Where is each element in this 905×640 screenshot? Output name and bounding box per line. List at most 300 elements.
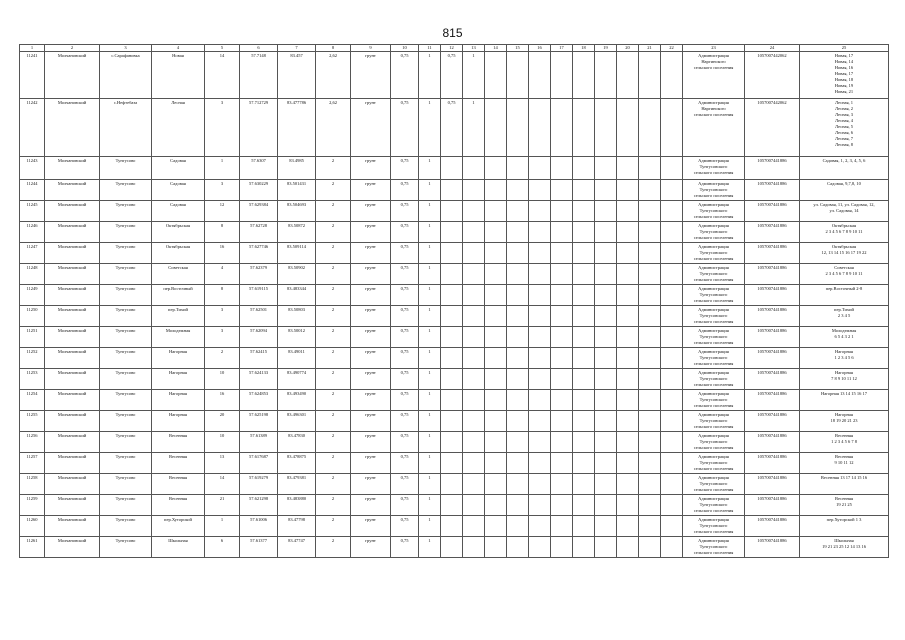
table-cell: Администрация Тунгусовского сельского поселения [683, 243, 745, 264]
table-row [20, 222, 889, 243]
table-cell: 1 [419, 348, 441, 369]
table-cell [595, 99, 617, 157]
table-cell: Тунгусово [100, 474, 152, 495]
table-cell: 0,75 [391, 52, 419, 99]
table-cell [507, 285, 529, 306]
table-cell [551, 99, 573, 157]
table-cell: пер.Восточный 2-8 [800, 285, 889, 306]
table-cell [463, 411, 485, 432]
table-cell: 1057007441886 [745, 495, 800, 516]
table-cell: 3 [205, 327, 240, 348]
table-cell: 83.490774 [278, 369, 316, 390]
table-cell: Молодежная [152, 327, 205, 348]
table-cell: Администрация Тунгусовского сельского поселения [683, 453, 745, 474]
table-cell [551, 157, 573, 180]
table-cell [639, 222, 661, 243]
table-cell: 1 [419, 306, 441, 327]
table-cell: Нагорная 18 19 20 21 23 [800, 411, 889, 432]
table-cell: Тунгусово [100, 495, 152, 516]
table-cell [661, 495, 683, 516]
table-cell: 1 [419, 180, 441, 201]
table-cell [529, 516, 551, 537]
table-cell [463, 180, 485, 201]
table-cell: 83.477786 [278, 99, 316, 157]
table-cell: 57.629384 [240, 201, 278, 222]
table-cell: 3 [205, 99, 240, 157]
table-cell [529, 537, 551, 558]
table-cell [573, 474, 595, 495]
table-cell [573, 157, 595, 180]
table-cell: 1057007441886 [745, 537, 800, 558]
table-cell: Администрация Тунгусовского сельского поселения [683, 390, 745, 411]
table-cell [617, 201, 639, 222]
table-cell [485, 537, 507, 558]
table-cell: Весенняя [152, 432, 205, 453]
table-cell: 2 [316, 222, 351, 243]
table-cell [529, 453, 551, 474]
table-cell [441, 537, 463, 558]
table-cell: Нагорная [152, 348, 205, 369]
table-cell: Школьная 19 21 23 25 12 14 13 16 [800, 537, 889, 558]
table-cell: Тунгусово [100, 222, 152, 243]
table-cell [441, 453, 463, 474]
table-cell: 11260 [20, 516, 45, 537]
table-cell: Тунгусово [100, 537, 152, 558]
table-cell [661, 201, 683, 222]
table-cell [441, 285, 463, 306]
table-row [20, 180, 889, 201]
table-cell [639, 306, 661, 327]
table-cell: Молчановский [45, 52, 100, 99]
table-cell [529, 285, 551, 306]
table-cell [617, 180, 639, 201]
table-cell [529, 157, 551, 180]
table-cell: Молчановский [45, 516, 100, 537]
table-cell: 1057007441886 [745, 222, 800, 243]
table-cell [529, 243, 551, 264]
table-cell [573, 348, 595, 369]
table-cell: грунт [351, 243, 391, 264]
table-cell: 0,75 [391, 390, 419, 411]
table-cell: 20 [205, 411, 240, 432]
table-cell [463, 306, 485, 327]
table-cell: 57.617687 [240, 453, 278, 474]
table-cell: 0,75 [441, 99, 463, 157]
table-cell: 83.501431 [278, 180, 316, 201]
table-row [20, 537, 889, 558]
table-row [20, 243, 889, 264]
table-cell [617, 369, 639, 390]
table-cell [595, 474, 617, 495]
table-cell: Молчановский [45, 201, 100, 222]
column-header: 12 [441, 45, 463, 52]
table-cell: Тунгусово [100, 432, 152, 453]
table-cell [661, 264, 683, 285]
table-cell: 83.483344 [278, 285, 316, 306]
table-cell [529, 264, 551, 285]
table-cell: 0,75 [391, 157, 419, 180]
table-cell [529, 52, 551, 99]
table-cell: Тунгусово [100, 348, 152, 369]
table-cell: 1057007441886 [745, 180, 800, 201]
table-cell [507, 99, 529, 157]
table-cell [661, 99, 683, 157]
table-cell [441, 201, 463, 222]
table-cell [639, 390, 661, 411]
table-cell: Тунгусово [100, 453, 152, 474]
table-cell [463, 157, 485, 180]
table-cell: 0,75 [391, 306, 419, 327]
table-cell: 83.457 [278, 52, 316, 99]
table-cell [463, 348, 485, 369]
table-row [20, 453, 889, 474]
table-cell: 16 [205, 390, 240, 411]
table-cell [573, 327, 595, 348]
table-cell: 11247 [20, 243, 45, 264]
table-cell [551, 201, 573, 222]
table-cell: 2 [316, 411, 351, 432]
table-cell [441, 306, 463, 327]
column-header: 3 [100, 45, 152, 52]
table-cell: Молчановский [45, 390, 100, 411]
table-cell: Весенняя 1 2 3 4 5 6 7 8 [800, 432, 889, 453]
table-cell: Молчановский [45, 369, 100, 390]
table-cell [661, 157, 683, 180]
table-cell: Администрация Тунгусовского сельского поселения [683, 516, 745, 537]
table-cell: Нагорная [152, 369, 205, 390]
table-cell: 11259 [20, 495, 45, 516]
table-cell: 1057007441886 [745, 390, 800, 411]
table-cell: Новая, 17 Новая, 14 Новая, 16 Новая, 17 Новая, 18 Новая, 19 Новая, 21 [800, 52, 889, 99]
table-cell [573, 390, 595, 411]
table-cell [661, 411, 683, 432]
table-cell [529, 432, 551, 453]
table-cell [617, 537, 639, 558]
table-cell [617, 495, 639, 516]
table-cell: 11241 [20, 52, 45, 99]
table-cell [485, 285, 507, 306]
table-cell [639, 474, 661, 495]
table-cell [595, 495, 617, 516]
table-cell [573, 432, 595, 453]
table-cell [573, 99, 595, 157]
table-cell: Администрация Тунгусовского сельского поселения [683, 157, 745, 180]
table-cell [529, 306, 551, 327]
table-cell [485, 180, 507, 201]
table-cell [551, 516, 573, 537]
column-header: 6 [240, 45, 278, 52]
table-cell: Садовая [152, 201, 205, 222]
table-row [20, 327, 889, 348]
table-cell [485, 474, 507, 495]
table-cell: Весенняя [152, 453, 205, 474]
table-row [20, 52, 889, 99]
table-cell: 57.61377 [240, 537, 278, 558]
table-cell [595, 222, 617, 243]
table-cell [507, 180, 529, 201]
table-cell [441, 157, 463, 180]
table-cell [463, 516, 485, 537]
table-cell [551, 52, 573, 99]
table-row [20, 432, 889, 453]
table-cell [441, 180, 463, 201]
table-cell: 2 [316, 180, 351, 201]
table-cell: 0,75 [391, 285, 419, 306]
table-cell: Молчановский [45, 243, 100, 264]
table-cell: Октябрьская [152, 222, 205, 243]
table-cell: Нагорная 1 2 3 4 5 6 [800, 348, 889, 369]
table-cell [463, 537, 485, 558]
table-cell: грунт [351, 99, 391, 157]
table-cell: 11255 [20, 411, 45, 432]
table-cell [617, 453, 639, 474]
table-cell: 2 [316, 306, 351, 327]
table-cell: Молчановский [45, 327, 100, 348]
table-cell [551, 495, 573, 516]
table-cell [551, 432, 573, 453]
table-cell [573, 495, 595, 516]
table-cell: 1 [419, 52, 441, 99]
column-header-row [20, 45, 889, 52]
table-cell: 0,75 [391, 348, 419, 369]
table-cell: 11242 [20, 99, 45, 157]
table-cell [441, 243, 463, 264]
table-cell: 1 [419, 157, 441, 180]
table-cell: грунт [351, 348, 391, 369]
table-cell: с.Сарафановка [100, 52, 152, 99]
table-cell [595, 285, 617, 306]
table-cell: Администрация Тунгусовского сельского поселения [683, 495, 745, 516]
table-cell: 1 [419, 432, 441, 453]
table-row [20, 285, 889, 306]
table-row [20, 495, 889, 516]
table-cell [485, 390, 507, 411]
table-cell: 2 [316, 432, 351, 453]
table-cell: 57.627746 [240, 243, 278, 264]
table-cell: Тунгусово [100, 306, 152, 327]
table-cell [485, 306, 507, 327]
table-cell: 83.50902 [278, 264, 316, 285]
table-cell: Новая [152, 52, 205, 99]
table-cell: 83.47830 [278, 432, 316, 453]
table-cell [507, 243, 529, 264]
table-cell: 11256 [20, 432, 45, 453]
table-cell: 1057007441886 [745, 327, 800, 348]
table-cell [507, 306, 529, 327]
table-cell: 57.62501 [240, 306, 278, 327]
table-cell: 0,75 [391, 453, 419, 474]
table-cell [617, 390, 639, 411]
table-cell [463, 201, 485, 222]
table-cell: Администрация Тунгусовского сельского поселения [683, 432, 745, 453]
table-cell: Советская [152, 264, 205, 285]
table-cell: 0,75 [391, 474, 419, 495]
table-cell: 57.624853 [240, 390, 278, 411]
table-cell [551, 537, 573, 558]
table-cell: Молчановский [45, 432, 100, 453]
table-cell: 1 [419, 390, 441, 411]
column-header: 14 [485, 45, 507, 52]
table-cell [661, 306, 683, 327]
table-cell [529, 327, 551, 348]
table-cell: 2 [316, 243, 351, 264]
table-cell: 10 [205, 432, 240, 453]
table-cell: с.Нефтебаза [100, 99, 152, 157]
table-cell [441, 474, 463, 495]
table-cell [639, 157, 661, 180]
column-header: 5 [205, 45, 240, 52]
table-cell: 1 [419, 201, 441, 222]
table-cell: 11248 [20, 264, 45, 285]
table-cell: 83.479381 [278, 474, 316, 495]
table-cell: Администрация Наргинского сельского поселения [683, 52, 745, 99]
table-cell: Тунгусово [100, 264, 152, 285]
table-cell [573, 264, 595, 285]
table-cell: Нагорная [152, 411, 205, 432]
table-cell [529, 348, 551, 369]
table-cell [485, 52, 507, 99]
table-cell: 2 [205, 348, 240, 369]
table-cell [551, 390, 573, 411]
table-cell: 2 [316, 369, 351, 390]
table-cell: Тунгусово [100, 369, 152, 390]
table-cell: Лесная [152, 99, 205, 157]
table-cell [485, 516, 507, 537]
table-cell [463, 390, 485, 411]
table-cell: 1057007441886 [745, 348, 800, 369]
table-cell [507, 369, 529, 390]
table-cell [595, 52, 617, 99]
table-cell: 0,75 [391, 516, 419, 537]
table-cell: 83.509114 [278, 243, 316, 264]
table-row [20, 348, 889, 369]
table-cell: Администрация Тунгусовского сельского поселения [683, 285, 745, 306]
table-cell [661, 52, 683, 99]
table-cell [485, 264, 507, 285]
table-row [20, 411, 889, 432]
table-cell: 11249 [20, 285, 45, 306]
table-cell: Молодежная 6 5 4 3 2 1 [800, 327, 889, 348]
table-cell [595, 306, 617, 327]
table-cell [507, 474, 529, 495]
table-cell: 2 [316, 201, 351, 222]
table-cell [507, 264, 529, 285]
table-cell [507, 537, 529, 558]
table-cell: 2,62 [316, 99, 351, 157]
table-cell: 2 [316, 264, 351, 285]
table-cell: Весенняя [152, 495, 205, 516]
table-cell: 8 [205, 285, 240, 306]
table-cell: Молчановский [45, 453, 100, 474]
table-cell: 57.7148 [240, 52, 278, 99]
table-cell [573, 537, 595, 558]
table-cell: 57.625198 [240, 411, 278, 432]
table-cell [485, 243, 507, 264]
table-row [20, 99, 889, 157]
table-cell [661, 516, 683, 537]
table-cell [639, 453, 661, 474]
table-cell [595, 537, 617, 558]
table-cell [639, 369, 661, 390]
table-cell: 1 [205, 516, 240, 537]
table-cell [573, 180, 595, 201]
table-cell [617, 52, 639, 99]
table-cell [529, 411, 551, 432]
table-cell: Тунгусово [100, 327, 152, 348]
table-cell: Администрация Тунгусовского сельского поселения [683, 222, 745, 243]
table-cell: Нагорная 13 14 15 16 17 [800, 390, 889, 411]
table-cell [595, 348, 617, 369]
table-cell [463, 432, 485, 453]
table-cell [661, 327, 683, 348]
table-cell: 57.619279 [240, 474, 278, 495]
table-cell: грунт [351, 453, 391, 474]
table-cell: 57.62094 [240, 327, 278, 348]
table-cell [639, 495, 661, 516]
table-cell [661, 432, 683, 453]
table-cell: 11253 [20, 369, 45, 390]
table-cell [573, 453, 595, 474]
column-header: 24 [745, 45, 800, 52]
table-cell: 0,75 [391, 369, 419, 390]
column-header: 13 [463, 45, 485, 52]
table-cell [551, 348, 573, 369]
table-cell: 13 [205, 453, 240, 474]
column-header: 4 [152, 45, 205, 52]
table-cell: 6 [205, 537, 240, 558]
table-cell [529, 180, 551, 201]
table-cell: 2 [316, 495, 351, 516]
table-row [20, 369, 889, 390]
table-cell [595, 432, 617, 453]
table-cell: 11250 [20, 306, 45, 327]
table-cell [551, 180, 573, 201]
column-header: 1 [20, 45, 45, 52]
table-cell: 1 [419, 411, 441, 432]
table-cell: Администрация Тунгусовского сельского поселения [683, 264, 745, 285]
table-cell: 0,75 [391, 99, 419, 157]
table-cell: 0,75 [391, 327, 419, 348]
table-cell: 2 [316, 348, 351, 369]
table-cell [463, 222, 485, 243]
table-cell [551, 264, 573, 285]
table-cell [507, 157, 529, 180]
table-cell: 1057007441886 [745, 285, 800, 306]
table-cell [463, 453, 485, 474]
table-cell: Весенняя 9 10 11 12 [800, 453, 889, 474]
table-cell [595, 411, 617, 432]
table-cell: грунт [351, 264, 391, 285]
table-cell [463, 495, 485, 516]
table-cell [485, 411, 507, 432]
table-cell: 11254 [20, 390, 45, 411]
table-cell: 1 [419, 222, 441, 243]
table-cell [463, 369, 485, 390]
table-cell [617, 243, 639, 264]
table-cell: Нагорная [152, 390, 205, 411]
table-cell [573, 369, 595, 390]
table-cell: пер.Тихий 2 3 4 5 [800, 306, 889, 327]
table-cell: грунт [351, 411, 391, 432]
table-cell [573, 285, 595, 306]
table-cell: 57.624133 [240, 369, 278, 390]
table-cell [639, 537, 661, 558]
table-row [20, 306, 889, 327]
table-cell: 3 [205, 306, 240, 327]
table-cell: 0,75 [441, 52, 463, 99]
table-cell: грунт [351, 157, 391, 180]
table-cell [595, 390, 617, 411]
